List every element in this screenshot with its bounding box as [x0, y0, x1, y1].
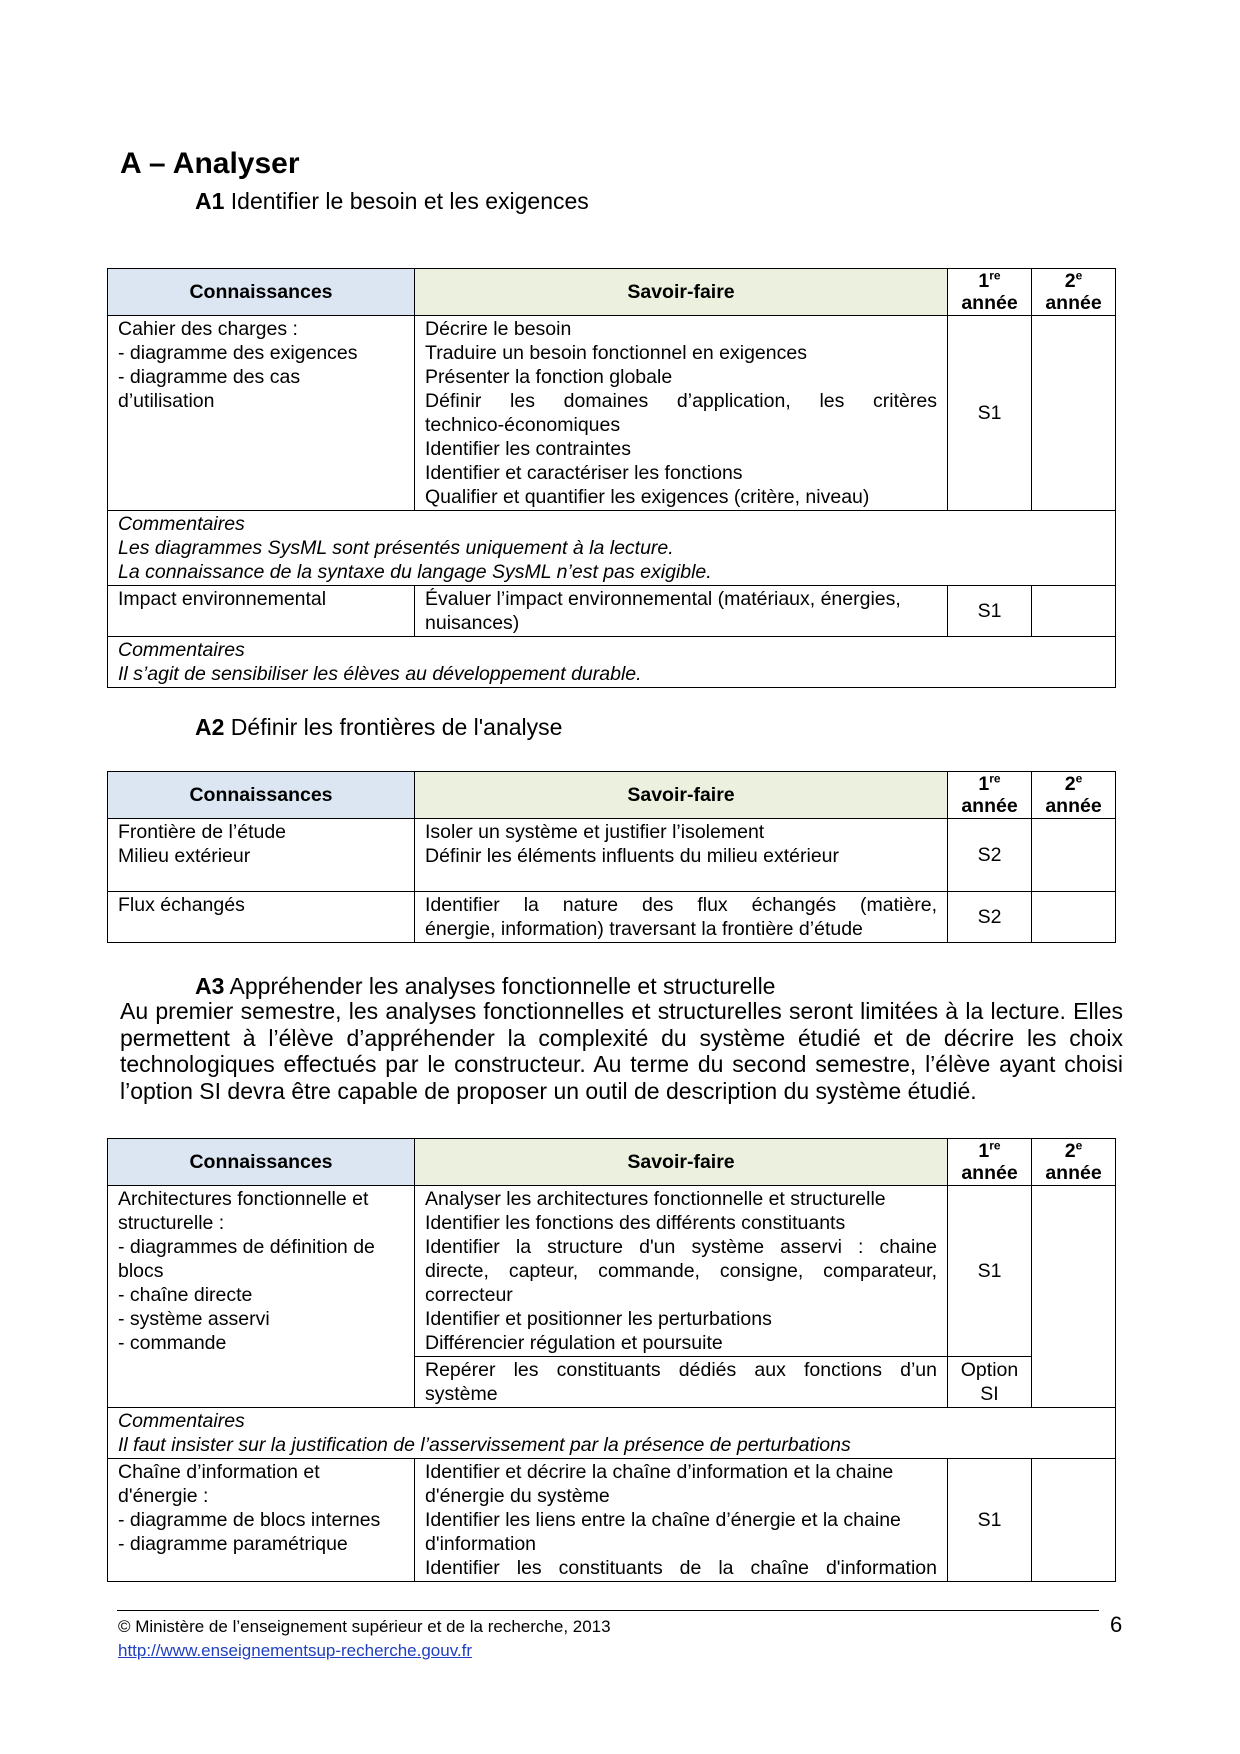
connaissances-cell: Impact environnemental [108, 586, 415, 637]
first-year-cell: S2 [948, 819, 1032, 892]
savoir-faire-cell: Repérer les constituants dédiés aux fonctions d’un système [415, 1357, 948, 1408]
table-header-row [108, 269, 1116, 316]
table-a1 [107, 268, 1116, 688]
header-connaissances: Connaissances [108, 772, 415, 819]
savoir-faire-cell: Évaluer l’impact environnemental (matériaux, énergies, nuisances) [415, 586, 948, 637]
subsection-code: A2 [195, 714, 225, 740]
table-row [108, 316, 1116, 511]
table-header-row [108, 1139, 1116, 1186]
subsection-code: A1 [195, 188, 225, 214]
footer-divider [117, 1610, 1099, 1611]
subsection-title: Appréhender les analyses fonctionnelle et structurelle [229, 973, 776, 999]
footer-link[interactable]: http://www.enseignementsup-recherche.gouv.fr [118, 1641, 473, 1660]
savoir-faire-cell: Décrire le besoin Traduire un besoin fonctionnel en exigences Présenter la fonction globale Définir les domaines d’application, les critères technico-économiques Identifier les contraintes Identifier et caractériser les fonctions Qualifier et quantifier les exigences (critère, niveau) [415, 316, 948, 511]
a3-intro-paragraph: Au premier semestre, les analyses fonctionnelles et structurelles seront limitées à la lecture. Elles permettent à l’élève d’appréhender la complexité du système étudié et de décrire les choix technologiques effectués par le constructeur. Au terme du second semestre, l’élève ayant choisi l’option SI devra être capable de proposer un outil de description du système étudié. [120, 998, 1123, 1104]
header-first-year: 1re année [948, 1139, 1032, 1186]
table-row [108, 1459, 1116, 1582]
connaissances-cell: Chaîne d’information et d'énergie : - diagramme de blocs internes - diagramme paramétrique [108, 1459, 415, 1582]
connaissances-cell: Flux échangés [108, 892, 415, 943]
page-number: 6 [1110, 1612, 1123, 1637]
table-header-row [108, 772, 1116, 819]
comment-cell: Commentaires Il s’agit de sensibiliser les élèves au développement durable. [108, 637, 1116, 688]
savoir-faire-cell: Identifier et décrire la chaîne d’information et la chaine d'énergie du système Identifier les liens entre la chaîne d’énergie et la chaine d'information Identifier les constituants de la chaîne d'information [415, 1459, 948, 1582]
first-year-cell: S1 [948, 586, 1032, 637]
section-title: A – Analyser [120, 147, 300, 180]
savoir-faire-cell: Identifier la nature des flux échangés (matière, énergie, information) traversant la frontière d’étude [415, 892, 948, 943]
header-first-year: 1re année [948, 772, 1032, 819]
subsection-heading-a1 [195, 187, 589, 215]
table-row [108, 892, 1116, 943]
header-savoir-faire: Savoir-faire [415, 269, 948, 316]
connaissances-cell: Architectures fonctionnelle et structurelle : - diagrammes de définition de blocs - chaîne directe - système asservi - commande [108, 1186, 415, 1408]
connaissances-cell: Frontière de l’étude Milieu extérieur [108, 819, 415, 892]
table-row [108, 819, 1116, 892]
subsection-heading-a2 [195, 713, 562, 741]
first-year-cell: S1 [948, 316, 1032, 511]
header-first-year: 1re année [948, 269, 1032, 316]
header-second-year: 2e année [1032, 269, 1116, 316]
table-a3 [107, 1138, 1116, 1582]
subsection-title: Définir les frontières de l'analyse [230, 714, 563, 740]
subsection-heading-a3 [195, 972, 775, 1000]
second-year-cell [1032, 316, 1116, 511]
table-row [108, 1186, 1116, 1357]
first-year-cell: Option SI [948, 1357, 1032, 1408]
second-year-cell [1032, 892, 1116, 943]
header-savoir-faire: Savoir-faire [415, 1139, 948, 1186]
second-year-cell [1032, 819, 1116, 892]
first-year-cell: S1 [948, 1459, 1032, 1582]
header-second-year: 2e année [1032, 1139, 1116, 1186]
subsection-title: Identifier le besoin et les exigences [230, 188, 589, 214]
table-a2 [107, 771, 1116, 943]
comment-cell: Commentaires Il faut insister sur la justification de l’asservissement par la présence de perturbations [108, 1408, 1116, 1459]
header-second-year: 2e année [1032, 772, 1116, 819]
comment-row [108, 1408, 1116, 1459]
second-year-cell [1032, 586, 1116, 637]
footer-copyright: © Ministère de l’enseignement supérieur et de la recherche, 2013 [118, 1617, 611, 1636]
second-year-cell [1032, 1186, 1116, 1408]
header-connaissances: Connaissances [108, 269, 415, 316]
header-connaissances: Connaissances [108, 1139, 415, 1186]
savoir-faire-cell: Analyser les architectures fonctionnelle et structurelle Identifier les fonctions des différents constituants Identifier la structure d'un système asservi : chaine directe, capteur, commande, consigne, comparateur, correcteur Identifier et positionner les perturbations Différencier régulation et poursuite [415, 1186, 948, 1357]
connaissances-cell: Cahier des charges : - diagramme des exigences - diagramme des cas d’utilisation [108, 316, 415, 511]
second-year-cell [1032, 1459, 1116, 1582]
header-savoir-faire: Savoir-faire [415, 772, 948, 819]
comment-row [108, 511, 1116, 586]
subsection-code: A3 [195, 973, 225, 999]
comment-cell: Commentaires Les diagrammes SysML sont présentés uniquement à la lecture. La connaissance de la syntaxe du langage SysML n’est pas exigible. [108, 511, 1116, 586]
first-year-cell: S1 [948, 1186, 1032, 1357]
savoir-faire-cell: Isoler un système et justifier l’isolement Définir les éléments influents du milieu extérieur [415, 819, 948, 892]
table-row [108, 586, 1116, 637]
comment-row [108, 637, 1116, 688]
first-year-cell: S2 [948, 892, 1032, 943]
